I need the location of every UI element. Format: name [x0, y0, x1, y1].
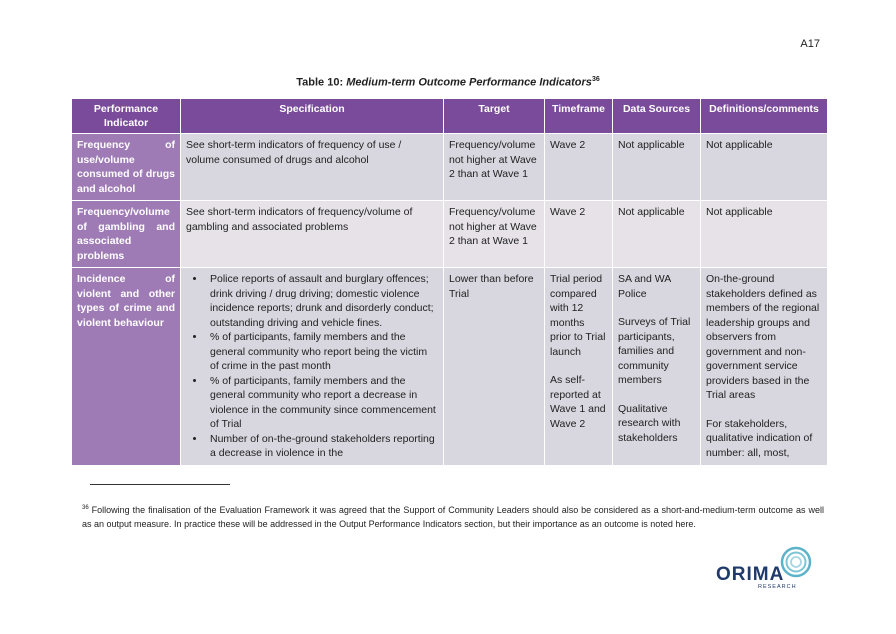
- target-cell: Frequency/volume not higher at Wave 2 than at Wave 1: [444, 201, 545, 268]
- header-indicator: Performance Indicator: [72, 99, 181, 134]
- indicator-cell: Frequency of use/volume consumed of drugs and alcohol: [72, 134, 181, 201]
- header-timeframe: Timeframe: [545, 99, 613, 134]
- list-item: • % of participants, family members and the general community who report a decrease in violence in the community since commencement of Trial: [206, 374, 437, 432]
- header-comments: Definitions/comments: [701, 99, 828, 134]
- sources-cell: [613, 268, 701, 466]
- list-item: • % of participants, family members and the general community who report being the victim of crime in the past month: [206, 330, 437, 374]
- footnote-number: 36: [82, 505, 89, 511]
- timeframe-cell: Wave 2: [545, 134, 613, 201]
- sources-cell: Not applicable: [613, 134, 701, 201]
- comment-text: For stakeholders, qualitative indication of number: all, most,: [706, 417, 813, 459]
- header-target: Target: [444, 99, 545, 134]
- specification-cell: [181, 268, 444, 466]
- table-header-row: [72, 99, 828, 134]
- footnote-text: Following the finalisation of the Evaluation Framework it was agreed that the Support of Community Leaders should also be considered as a short-and-medium-term outcome as well as an output measure. In practice these will be addressed in the Output Performance Indicators section, but their importance as an outcome is noted here.: [82, 505, 824, 529]
- comment-text: On-the-ground stakeholders defined as members of the regional leadership groups and observers from government and non-government service providers based in the Trial areas: [706, 273, 820, 401]
- source-text: SA and WA Police: [618, 273, 671, 300]
- list-item: • Police reports of assault and burglary offences; drink driving / drug driving; domestic violence incidence reports; drunk and disorderly conduct; outstanding driving and vehicle fines.: [206, 272, 437, 330]
- indicator-cell: Incidence of violent and other types of crime and violent behaviour: [72, 268, 181, 466]
- specification-cell: See short-term indicators of frequency/volume of gambling and associated problems: [181, 201, 444, 268]
- header-data-sources: Data Sources: [613, 99, 701, 134]
- table-row: [72, 201, 828, 268]
- specification-cell: See short-term indicators of frequency of use / volume consumed of drugs and alcohol: [181, 134, 444, 201]
- comments-cell: [701, 268, 828, 466]
- page-number: A17: [800, 38, 820, 50]
- source-text: Surveys of Trial participants, families and community members: [618, 316, 691, 386]
- list-item: • Number of on-the-ground stakeholders reporting a decrease in violence in the: [206, 432, 437, 461]
- comments-cell: Not applicable: [701, 201, 828, 268]
- performance-indicators-table: [71, 98, 828, 466]
- header-specification: Specification: [181, 99, 444, 134]
- table-title-italic: Medium-term Outcome Performance Indicators: [346, 76, 592, 89]
- timeframe-text: Trial period compared with 12 months prior to Trial launch: [550, 273, 606, 358]
- footnote: [82, 502, 824, 531]
- sources-cell: Not applicable: [613, 201, 701, 268]
- target-cell: Frequency/volume not higher at Wave 2 than at Wave 1: [444, 134, 545, 201]
- table-row: [72, 134, 828, 201]
- table-title-footnote-ref: 36: [591, 76, 600, 83]
- footnote-divider: [90, 484, 230, 485]
- table-title-prefix: Table 10:: [296, 76, 347, 89]
- specification-bullet-list: [186, 272, 437, 461]
- table-row: [72, 268, 828, 466]
- indicator-cell: Frequency/volume of gambling and associated problems: [72, 201, 181, 268]
- timeframe-cell: [545, 268, 613, 466]
- logo-wordmark: ORIMA: [716, 564, 785, 585]
- logo-rings-icon: [780, 546, 812, 578]
- timeframe-text: As self-reported at Wave 1 and Wave 2: [550, 374, 606, 430]
- orima-logo: [714, 546, 814, 594]
- table-title: [0, 76, 896, 89]
- logo-subtitle: RESEARCH: [758, 584, 797, 590]
- timeframe-cell: Wave 2: [545, 201, 613, 268]
- comments-cell: Not applicable: [701, 134, 828, 201]
- source-text: Qualitative research with stakeholders: [618, 402, 681, 444]
- target-cell: Lower than before Trial: [444, 268, 545, 466]
